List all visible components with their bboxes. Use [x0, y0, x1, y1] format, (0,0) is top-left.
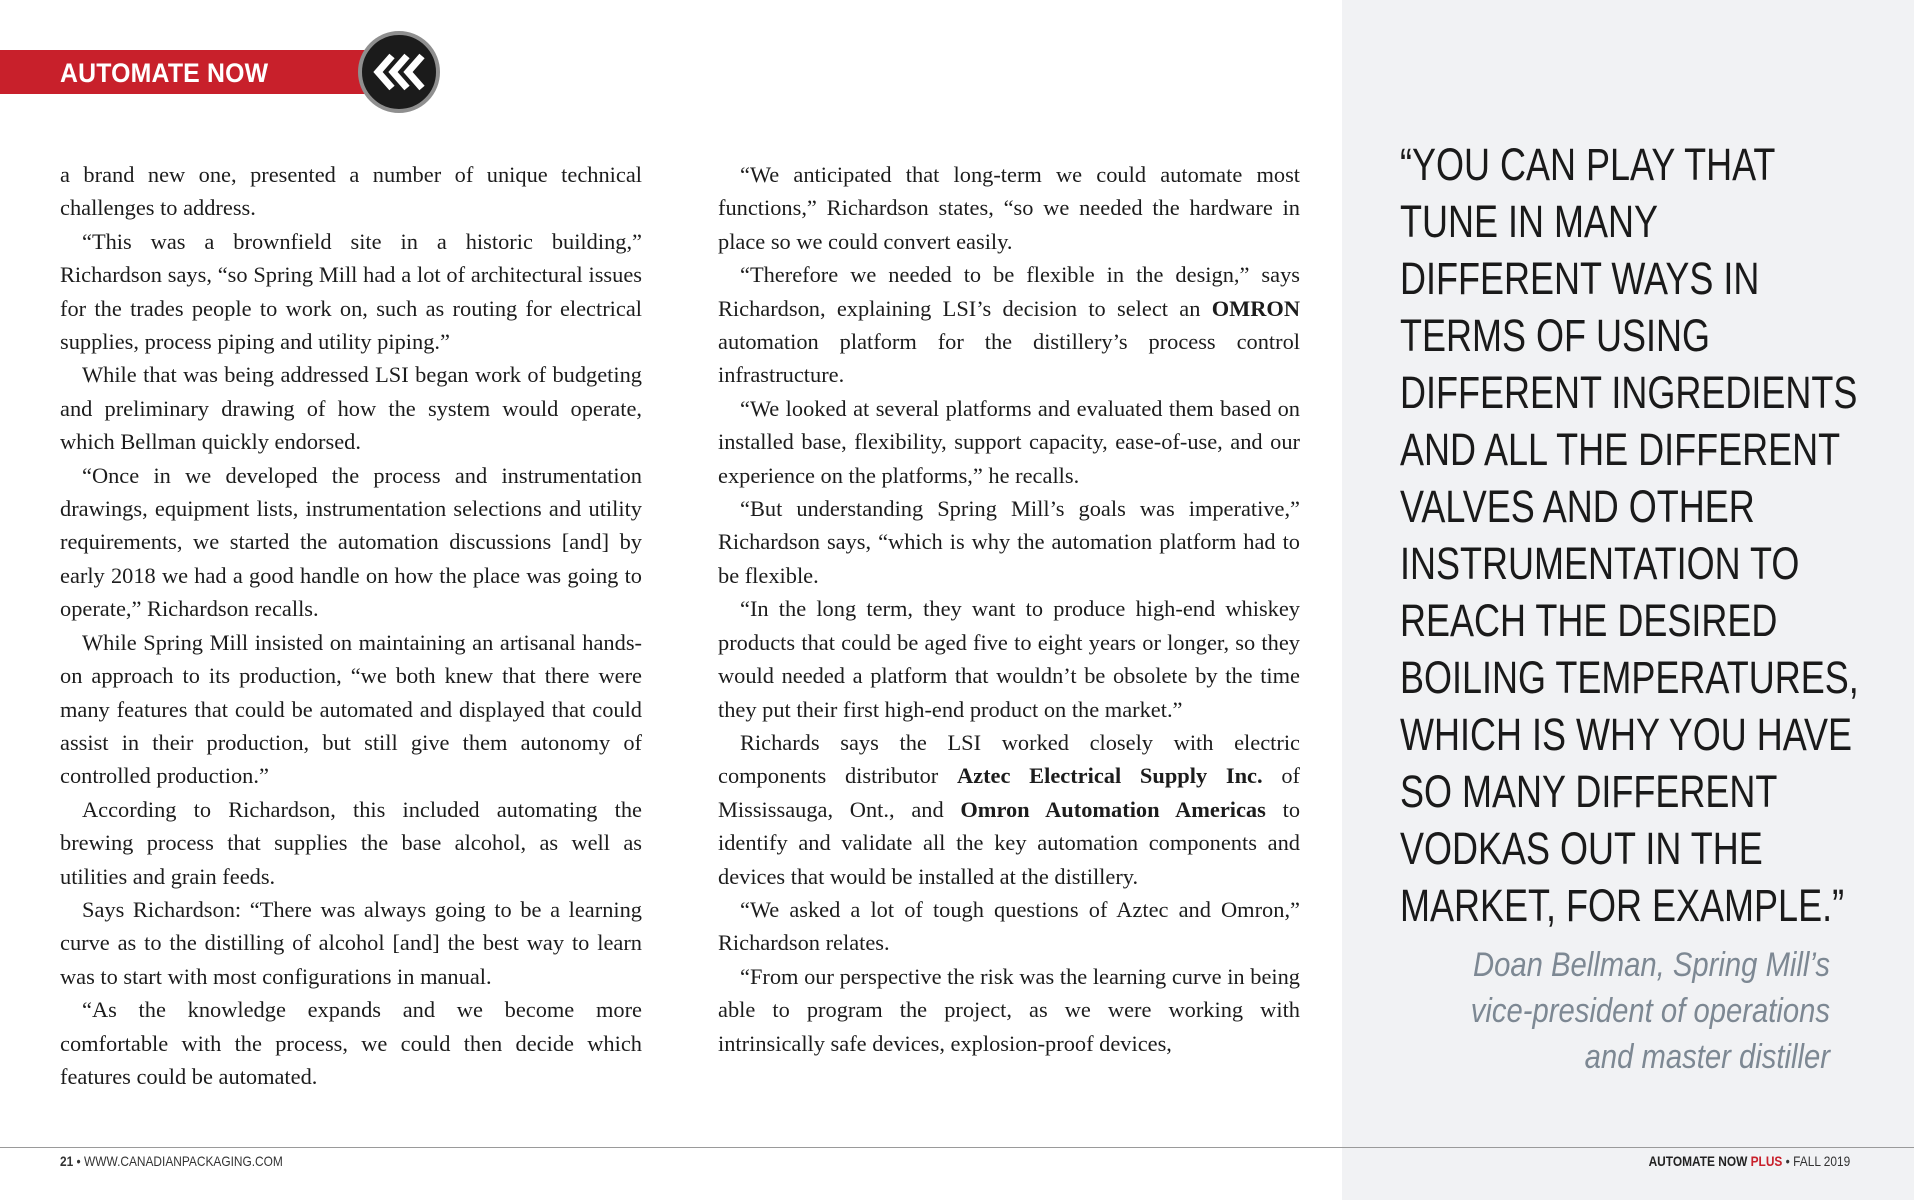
- paragraph: “Once in we developed the process and instrumentation drawings, equipment lists, instrumentation selections and utility requirements, we started the automation discussions [and] by early 2018 we had a good handle on how the place was going to operate,” Richardson recalls.: [60, 462, 642, 622]
- paragraph: According to Richardson, this included automating the brewing process that supplies the base alcohol, as well as utilities and grain feeds.: [60, 796, 642, 889]
- footer-brand-plus: PLUS: [1750, 1153, 1783, 1169]
- text-run: automation platform for the distillery’s process control infrastructure.: [718, 329, 1300, 388]
- paragraph: While that was being addressed LSI began work of budgeting and preliminary drawing of how the system would operate, which Bellman quickly endorsed.: [60, 362, 642, 455]
- company-name: Omron Automation Americas: [960, 796, 1266, 822]
- footer-separator: •: [76, 1153, 81, 1169]
- footer-separator: •: [1785, 1153, 1790, 1169]
- text-run: “Therefore we needed to be flexible in the design,” says Richardson, explaining LSI’s decision to select an: [718, 262, 1300, 321]
- footer-left: [60, 1153, 283, 1169]
- paragraph: “We looked at several platforms and evaluated them based on installed base, flexibility, support capacity, ease-of-use, and our experience on the platforms,” he recalls.: [718, 395, 1300, 488]
- paragraph: While Spring Mill insisted on maintaining an artisanal hands-on approach to its production, “we both knew that there were many features that could be automated and displayed that could assist in their production, but still give them autonomy of controlled production.”: [60, 629, 642, 789]
- footer-divider: [0, 1147, 1914, 1148]
- paragraph: “As the knowledge expands and we become more comfortable with the process, we could then decide which features could be automated.: [60, 997, 642, 1089]
- paragraph: “From our perspective the risk was the learning curve in being able to program the project, as we were working with intrinsically safe devices, explosion-proof devices,: [718, 963, 1300, 1056]
- paragraph: [718, 258, 1300, 392]
- triple-chevron-left-icon: [358, 31, 440, 113]
- section-tag-bar: [0, 50, 372, 94]
- footer-right: [1648, 1153, 1850, 1169]
- article-column-2: [718, 158, 1300, 1128]
- pull-quote-attribution: [1383, 942, 1830, 1080]
- page-number: 21: [60, 1153, 74, 1169]
- company-name: Aztec Electrical Supply Inc.: [956, 763, 1263, 789]
- paragraph: “We anticipated that long-term we could automate most functions,” Richardson states, “so we needed the hardware in place so we could convert easily.: [718, 162, 1300, 254]
- paragraph: Says Richardson: “There was always going to be a learning curve as to the distilling of alcohol [and] the best way to learn was to start with most configurations in manual.: [60, 896, 642, 989]
- attribution-line: and master distiller: [1584, 1038, 1830, 1076]
- issue-date: FALL 2019: [1792, 1153, 1850, 1169]
- paragraph: “In the long term, they want to produce high-end whiskey products that could be aged five to eight years or longer, so they would needed a platform that wouldn’t be obsolete by the time they put their first high-end product on the market.”: [718, 596, 1300, 722]
- text-run: of Mississauga, Ont., and: [718, 763, 1300, 822]
- article-column-1: [60, 158, 642, 1128]
- pull-quote: “YOU CAN PLAY THAT TUNE IN MANY DIFFERENT WAYS IN TERMS OF USING DIFFERENT INGREDIENTS AND ALL THE DIFFERENT VALVES AND OTHER INSTRUMENTATION TO REACH THE DESIRED BOILING TEMPERATURES, WHICH IS WHY YOU HAVE SO MANY DIFFERENT VODKAS OUT IN THE MARKET, FOR EXAMPLE.”: [1400, 139, 1859, 931]
- text-run: Richards says the LSI worked closely with electric components distributor: [718, 729, 1300, 789]
- paragraph: a brand new one, presented a number of unique technical challenges to address.: [60, 162, 642, 221]
- section-tag-label: AUTOMATE NOW: [60, 58, 269, 88]
- footer-brand: AUTOMATE NOW: [1648, 1153, 1748, 1169]
- paragraph: “But understanding Spring Mill’s goals was imperative,” Richardson says, “which is why the automation platform had to be flexible.: [718, 496, 1300, 588]
- attribution-line: vice-president of operations: [1470, 992, 1830, 1030]
- website-link[interactable]: WWW.CANADIANPACKAGING.COM: [84, 1153, 283, 1169]
- paragraph: “We asked a lot of tough questions of Aztec and Omron,” Richardson relates.: [718, 896, 1300, 956]
- text-run: to identify and validate all the key automation components and devices that would be installed at the distillery.: [718, 796, 1301, 889]
- attribution-line: Doan Bellman, Spring Mill’s: [1473, 946, 1830, 984]
- company-name: OMRON: [1211, 295, 1300, 321]
- paragraph: “This was a brownfield site in a historic building,” Richardson says, “so Spring Mill had a lot of architectural issues for the trades people to work on, such as routing for electrical supplies, process piping and utility piping.”: [60, 228, 642, 355]
- paragraph: [718, 726, 1300, 893]
